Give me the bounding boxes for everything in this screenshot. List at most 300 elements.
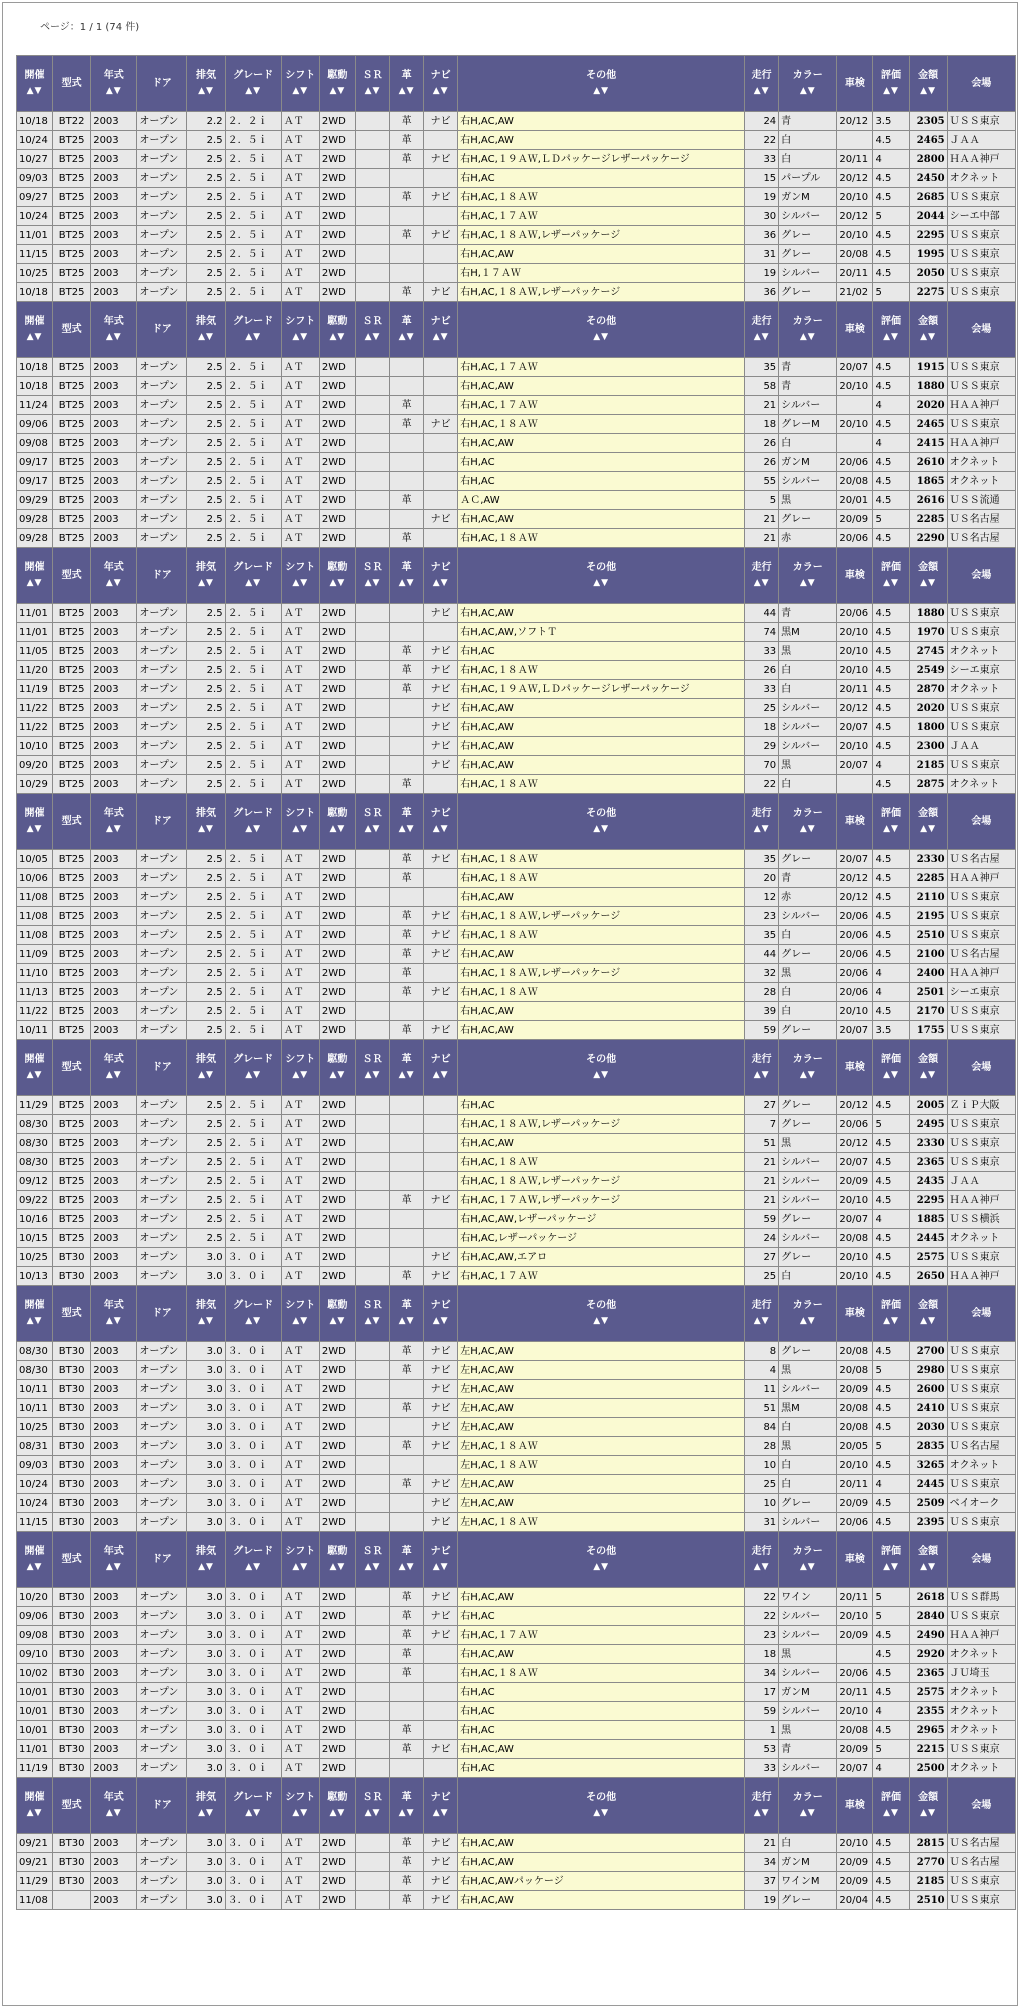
sort-arrows-icon[interactable]: ▲▼ [432,86,449,96]
sort-arrows-icon[interactable]: ▲▼ [245,1808,262,1818]
sort-arrows-icon[interactable]: ▲▼ [292,824,309,834]
column-header-grade[interactable] [225,1778,281,1834]
column-header-price[interactable] [909,548,947,604]
column-header-drive[interactable] [319,1532,355,1588]
table-row[interactable] [17,1210,1016,1229]
sort-arrows-icon[interactable]: ▲▼ [329,1808,346,1818]
column-header-rating[interactable] [873,56,909,112]
sort-arrows-icon[interactable]: ▲▼ [26,578,43,588]
table-row[interactable] [17,1437,1016,1456]
sort-arrows-icon[interactable]: ▲▼ [593,86,610,96]
table-row[interactable] [17,245,1016,264]
column-header-other[interactable] [458,794,745,850]
table-row[interactable] [17,1267,1016,1286]
table-row[interactable] [17,396,1016,415]
sort-arrows-icon[interactable]: ▲▼ [593,332,610,342]
table-row[interactable] [17,1759,1016,1778]
sort-arrows-icon[interactable]: ▲▼ [883,1070,899,1080]
column-header-date[interactable] [17,56,53,112]
table-row[interactable] [17,869,1016,888]
sort-arrows-icon[interactable]: ▲▼ [398,1562,415,1572]
sort-arrows-icon[interactable]: ▲▼ [883,1808,899,1818]
column-header-shift[interactable] [281,1040,319,1096]
table-row[interactable] [17,1853,1016,1872]
column-header-drive[interactable] [319,1040,355,1096]
column-header-rating[interactable] [873,1040,909,1096]
sort-arrows-icon[interactable]: ▲▼ [799,824,816,834]
column-header-other[interactable] [458,1040,745,1096]
column-header-date[interactable] [17,1286,53,1342]
column-header-date[interactable] [17,1040,53,1096]
sort-arrows-icon[interactable]: ▲▼ [593,1316,610,1326]
column-header-mileage[interactable] [745,548,779,604]
column-header-rating[interactable] [873,1286,909,1342]
sort-arrows-icon[interactable]: ▲▼ [364,1808,381,1818]
sort-arrows-icon[interactable]: ▲▼ [245,1562,262,1572]
sort-arrows-icon[interactable]: ▲▼ [432,1070,449,1080]
column-header-mileage[interactable] [745,1040,779,1096]
column-header-rating[interactable] [873,1532,909,1588]
sort-arrows-icon[interactable]: ▲▼ [26,1316,43,1326]
sort-arrows-icon[interactable]: ▲▼ [329,1562,346,1572]
table-row[interactable] [17,983,1016,1002]
sort-arrows-icon[interactable]: ▲▼ [329,1070,346,1080]
sort-arrows-icon[interactable]: ▲▼ [105,1562,122,1572]
column-header-color[interactable] [779,794,837,850]
sort-arrows-icon[interactable]: ▲▼ [198,1316,214,1326]
sort-arrows-icon[interactable]: ▲▼ [398,1070,415,1080]
table-row[interactable] [17,131,1016,150]
table-row[interactable] [17,1342,1016,1361]
sort-arrows-icon[interactable]: ▲▼ [920,578,936,588]
sort-arrows-icon[interactable]: ▲▼ [799,1562,816,1572]
sort-arrows-icon[interactable]: ▲▼ [329,332,346,342]
sort-arrows-icon[interactable]: ▲▼ [105,1808,122,1818]
sort-arrows-icon[interactable]: ▲▼ [920,1070,936,1080]
column-header-date[interactable] [17,794,53,850]
sort-arrows-icon[interactable]: ▲▼ [364,578,381,588]
column-header-year[interactable] [91,1532,137,1588]
table-row[interactable] [17,1721,1016,1740]
column-header-sunroof[interactable] [355,1040,389,1096]
column-header-year[interactable] [91,1040,137,1096]
sort-arrows-icon[interactable]: ▲▼ [26,1070,43,1080]
table-row[interactable] [17,945,1016,964]
column-header-year[interactable] [91,56,137,112]
sort-arrows-icon[interactable]: ▲▼ [198,1808,214,1818]
sort-arrows-icon[interactable]: ▲▼ [292,1562,309,1572]
sort-arrows-icon[interactable]: ▲▼ [753,824,770,834]
column-header-leather[interactable] [390,794,424,850]
sort-arrows-icon[interactable]: ▲▼ [753,1070,770,1080]
table-row[interactable] [17,1588,1016,1607]
column-header-grade[interactable] [225,548,281,604]
sort-arrows-icon[interactable]: ▲▼ [593,1070,610,1080]
column-header-leather[interactable] [390,302,424,358]
sort-arrows-icon[interactable]: ▲▼ [364,1316,381,1326]
sort-arrows-icon[interactable]: ▲▼ [105,1070,122,1080]
sort-arrows-icon[interactable]: ▲▼ [292,1070,309,1080]
table-row[interactable] [17,1513,1016,1532]
table-row[interactable] [17,1740,1016,1759]
column-header-grade[interactable] [225,794,281,850]
sort-arrows-icon[interactable]: ▲▼ [398,86,415,96]
column-header-displacement[interactable] [187,302,225,358]
sort-arrows-icon[interactable]: ▲▼ [920,824,936,834]
column-header-displacement[interactable] [187,56,225,112]
column-header-shift[interactable] [281,1778,319,1834]
column-header-shift[interactable] [281,1286,319,1342]
column-header-grade[interactable] [225,1286,281,1342]
sort-arrows-icon[interactable]: ▲▼ [245,86,262,96]
sort-arrows-icon[interactable]: ▲▼ [364,332,381,342]
sort-arrows-icon[interactable]: ▲▼ [753,578,770,588]
sort-arrows-icon[interactable]: ▲▼ [432,1316,449,1326]
table-row[interactable] [17,434,1016,453]
table-row[interactable] [17,358,1016,377]
table-row[interactable] [17,1683,1016,1702]
column-header-year[interactable] [91,548,137,604]
sort-arrows-icon[interactable]: ▲▼ [245,1316,262,1326]
sort-arrows-icon[interactable]: ▲▼ [245,1070,262,1080]
table-row[interactable] [17,377,1016,396]
table-row[interactable] [17,737,1016,756]
sort-arrows-icon[interactable]: ▲▼ [593,578,610,588]
table-row[interactable] [17,1153,1016,1172]
sort-arrows-icon[interactable]: ▲▼ [799,578,816,588]
table-row[interactable] [17,283,1016,302]
table-row[interactable] [17,623,1016,642]
sort-arrows-icon[interactable]: ▲▼ [329,1316,346,1326]
sort-arrows-icon[interactable]: ▲▼ [105,86,122,96]
table-row[interactable] [17,472,1016,491]
table-row[interactable] [17,888,1016,907]
sort-arrows-icon[interactable]: ▲▼ [198,578,214,588]
sort-arrows-icon[interactable]: ▲▼ [593,1808,610,1818]
sort-arrows-icon[interactable]: ▲▼ [883,332,899,342]
table-row[interactable] [17,1172,1016,1191]
sort-arrows-icon[interactable]: ▲▼ [799,1316,816,1326]
column-header-mileage[interactable] [745,794,779,850]
sort-arrows-icon[interactable]: ▲▼ [198,86,214,96]
column-header-date[interactable] [17,548,53,604]
sort-arrows-icon[interactable]: ▲▼ [753,1562,770,1572]
column-header-sunroof[interactable] [355,794,389,850]
table-row[interactable] [17,453,1016,472]
sort-arrows-icon[interactable]: ▲▼ [883,824,899,834]
column-header-year[interactable] [91,302,137,358]
column-header-date[interactable] [17,302,53,358]
sort-arrows-icon[interactable]: ▲▼ [105,1316,122,1326]
column-header-color[interactable] [779,56,837,112]
column-header-sunroof[interactable] [355,548,389,604]
table-row[interactable] [17,207,1016,226]
sort-arrows-icon[interactable]: ▲▼ [105,332,122,342]
sort-arrows-icon[interactable]: ▲▼ [883,578,899,588]
sort-arrows-icon[interactable]: ▲▼ [364,86,381,96]
sort-arrows-icon[interactable]: ▲▼ [920,332,936,342]
sort-arrows-icon[interactable]: ▲▼ [364,824,381,834]
sort-arrows-icon[interactable]: ▲▼ [432,824,449,834]
sort-arrows-icon[interactable]: ▲▼ [432,1808,449,1818]
sort-arrows-icon[interactable]: ▲▼ [292,1808,309,1818]
table-row[interactable] [17,1475,1016,1494]
column-header-navi[interactable] [424,794,458,850]
table-row[interactable] [17,491,1016,510]
table-row[interactable] [17,1115,1016,1134]
column-header-shift[interactable] [281,302,319,358]
sort-arrows-icon[interactable]: ▲▼ [398,578,415,588]
sort-arrows-icon[interactable]: ▲▼ [799,1070,816,1080]
table-row[interactable] [17,642,1016,661]
column-header-price[interactable] [909,56,947,112]
column-header-drive[interactable] [319,1778,355,1834]
table-row[interactable] [17,169,1016,188]
sort-arrows-icon[interactable]: ▲▼ [198,332,214,342]
sort-arrows-icon[interactable]: ▲▼ [329,578,346,588]
table-row[interactable] [17,1134,1016,1153]
column-header-navi[interactable] [424,1532,458,1588]
column-header-navi[interactable] [424,1286,458,1342]
table-row[interactable] [17,1229,1016,1248]
table-row[interactable] [17,1191,1016,1210]
table-row[interactable] [17,1834,1016,1853]
sort-arrows-icon[interactable]: ▲▼ [398,824,415,834]
sort-arrows-icon[interactable]: ▲▼ [398,1316,415,1326]
column-header-displacement[interactable] [187,794,225,850]
column-header-color[interactable] [779,548,837,604]
sort-arrows-icon[interactable]: ▲▼ [593,1562,610,1572]
column-header-color[interactable] [779,1778,837,1834]
column-header-shift[interactable] [281,548,319,604]
table-row[interactable] [17,150,1016,169]
sort-arrows-icon[interactable]: ▲▼ [292,1316,309,1326]
column-header-sunroof[interactable] [355,1286,389,1342]
sort-arrows-icon[interactable]: ▲▼ [398,1808,415,1818]
sort-arrows-icon[interactable]: ▲▼ [26,332,43,342]
sort-arrows-icon[interactable]: ▲▼ [198,1070,214,1080]
table-row[interactable] [17,1702,1016,1721]
column-header-leather[interactable] [390,1286,424,1342]
column-header-price[interactable] [909,302,947,358]
table-row[interactable] [17,1096,1016,1115]
table-row[interactable] [17,1872,1016,1891]
column-header-navi[interactable] [424,548,458,604]
column-header-drive[interactable] [319,1286,355,1342]
sort-arrows-icon[interactable]: ▲▼ [920,1316,936,1326]
sort-arrows-icon[interactable]: ▲▼ [799,332,816,342]
sort-arrows-icon[interactable]: ▲▼ [245,332,262,342]
sort-arrows-icon[interactable]: ▲▼ [292,578,309,588]
table-row[interactable] [17,699,1016,718]
sort-arrows-icon[interactable]: ▲▼ [799,86,816,96]
sort-arrows-icon[interactable]: ▲▼ [105,824,122,834]
table-row[interactable] [17,112,1016,131]
column-header-color[interactable] [779,1286,837,1342]
column-header-shift[interactable] [281,794,319,850]
cell-navi [424,396,458,415]
sort-arrows-icon[interactable]: ▲▼ [292,332,309,342]
column-header-other[interactable] [458,302,745,358]
column-header-sunroof[interactable] [355,302,389,358]
sort-arrows-icon[interactable]: ▲▼ [799,1808,816,1818]
column-header-price[interactable] [909,1532,947,1588]
sort-arrows-icon[interactable]: ▲▼ [364,1562,381,1572]
sort-arrows-icon[interactable]: ▲▼ [432,332,449,342]
column-header-mileage[interactable] [745,302,779,358]
column-header-mileage[interactable] [745,56,779,112]
column-header-price[interactable] [909,1040,947,1096]
sort-arrows-icon[interactable]: ▲▼ [198,824,214,834]
column-header-grade[interactable] [225,1040,281,1096]
table-row[interactable] [17,1664,1016,1683]
column-header-color[interactable] [779,302,837,358]
column-header-other[interactable] [458,1286,745,1342]
column-header-drive[interactable] [319,56,355,112]
column-header-drive[interactable] [319,548,355,604]
table-row[interactable] [17,1021,1016,1040]
table-row[interactable] [17,1418,1016,1437]
column-header-mileage[interactable] [745,1778,779,1834]
sort-arrows-icon[interactable]: ▲▼ [329,86,346,96]
column-header-date[interactable] [17,1532,53,1588]
column-header-shift[interactable] [281,1532,319,1588]
column-header-mileage[interactable] [745,1532,779,1588]
sort-arrows-icon[interactable]: ▲▼ [753,1808,770,1818]
sort-arrows-icon[interactable]: ▲▼ [753,86,770,96]
sort-arrows-icon[interactable]: ▲▼ [883,1316,899,1326]
column-header-price[interactable] [909,1286,947,1342]
sort-arrows-icon[interactable]: ▲▼ [105,578,122,588]
table-row[interactable] [17,964,1016,983]
table-row[interactable] [17,1361,1016,1380]
column-header-navi[interactable] [424,302,458,358]
column-header-year[interactable] [91,1286,137,1342]
column-header-sunroof[interactable] [355,1532,389,1588]
column-header-color[interactable] [779,1532,837,1588]
table-row[interactable] [17,1626,1016,1645]
column-header-rating[interactable] [873,1778,909,1834]
sort-arrows-icon[interactable]: ▲▼ [26,1562,43,1572]
column-header-year[interactable] [91,794,137,850]
table-row[interactable] [17,756,1016,775]
column-header-drive[interactable] [319,302,355,358]
column-header-price[interactable] [909,794,947,850]
sort-arrows-icon[interactable]: ▲▼ [432,578,449,588]
column-header-other[interactable] [458,56,745,112]
table-row[interactable] [17,529,1016,548]
table-row[interactable] [17,926,1016,945]
sort-arrows-icon[interactable]: ▲▼ [753,1316,770,1326]
table-row[interactable] [17,1002,1016,1021]
column-header-mileage[interactable] [745,1286,779,1342]
table-row[interactable] [17,1494,1016,1513]
column-header-year[interactable] [91,1778,137,1834]
table-row[interactable] [17,680,1016,699]
table-row[interactable] [17,1380,1016,1399]
column-header-displacement[interactable] [187,1778,225,1834]
sort-arrows-icon[interactable]: ▲▼ [920,1562,936,1572]
column-header-leather[interactable] [390,548,424,604]
sort-arrows-icon[interactable]: ▲▼ [753,332,770,342]
table-row[interactable] [17,188,1016,207]
table-row[interactable] [17,226,1016,245]
sort-arrows-icon[interactable]: ▲▼ [292,86,309,96]
table-row[interactable] [17,850,1016,869]
sort-arrows-icon[interactable]: ▲▼ [432,1562,449,1572]
column-header-sunroof[interactable] [355,1778,389,1834]
table-row[interactable] [17,661,1016,680]
sort-arrows-icon[interactable]: ▲▼ [883,1562,899,1572]
column-header-shift[interactable] [281,56,319,112]
column-header-displacement[interactable] [187,1040,225,1096]
table-row[interactable] [17,1607,1016,1626]
sort-arrows-icon[interactable]: ▲▼ [26,824,43,834]
column-header-navi[interactable] [424,1040,458,1096]
column-header-displacement[interactable] [187,1286,225,1342]
sort-arrows-icon[interactable]: ▲▼ [26,1808,43,1818]
column-header-other[interactable] [458,1532,745,1588]
table-row[interactable] [17,907,1016,926]
column-header-displacement[interactable] [187,548,225,604]
sort-arrows-icon[interactable]: ▲▼ [329,824,346,834]
column-header-sunroof[interactable] [355,56,389,112]
table-row[interactable] [17,1891,1016,1910]
sort-arrows-icon[interactable]: ▲▼ [364,1070,381,1080]
column-header-navi[interactable] [424,56,458,112]
column-header-price[interactable] [909,1778,947,1834]
table-row[interactable] [17,1248,1016,1267]
sort-arrows-icon[interactable]: ▲▼ [398,332,415,342]
column-header-leather[interactable] [390,1778,424,1834]
column-header-grade[interactable] [225,302,281,358]
sort-arrows-icon[interactable]: ▲▼ [883,86,899,96]
sort-arrows-icon[interactable]: ▲▼ [245,824,262,834]
column-header-leather[interactable] [390,56,424,112]
sort-arrows-icon[interactable]: ▲▼ [198,1562,214,1572]
table-row[interactable] [17,415,1016,434]
sort-arrows-icon[interactable]: ▲▼ [245,578,262,588]
column-header-displacement[interactable] [187,1532,225,1588]
column-header-leather[interactable] [390,1040,424,1096]
table-row[interactable] [17,718,1016,737]
column-header-grade[interactable] [225,56,281,112]
table-row[interactable] [17,264,1016,283]
column-header-navi[interactable] [424,1778,458,1834]
table-row[interactable] [17,775,1016,794]
column-header-rating[interactable] [873,302,909,358]
table-row[interactable] [17,510,1016,529]
column-header-rating[interactable] [873,548,909,604]
column-header-other[interactable] [458,1778,745,1834]
column-header-grade[interactable] [225,1532,281,1588]
sort-arrows-icon[interactable]: ▲▼ [920,1808,936,1818]
table-row[interactable] [17,604,1016,623]
sort-arrows-icon[interactable]: ▲▼ [26,86,43,96]
sort-arrows-icon[interactable]: ▲▼ [920,86,936,96]
cell-mileage: 27 [745,1096,779,1115]
column-header-leather[interactable] [390,1532,424,1588]
sort-arrows-icon[interactable]: ▲▼ [593,824,610,834]
column-header-color[interactable] [779,1040,837,1096]
table-row[interactable] [17,1399,1016,1418]
column-header-date[interactable] [17,1778,53,1834]
column-header-other[interactable] [458,548,745,604]
column-header-drive[interactable] [319,794,355,850]
table-row[interactable] [17,1456,1016,1475]
column-header-rating[interactable] [873,794,909,850]
table-row[interactable] [17,1645,1016,1664]
